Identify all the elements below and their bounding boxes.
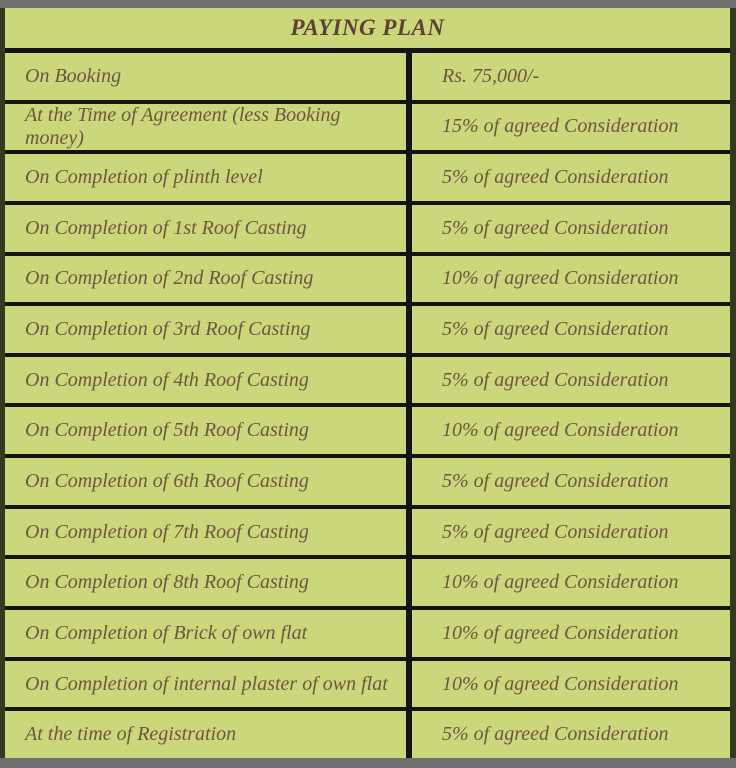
amount-value: Rs. 75,000/- [442,64,540,87]
milestone-label: On Completion of 7th Roof Casting [25,520,309,543]
milestone-label: On Completion of 5th Roof Casting [25,419,309,442]
amount-cell [412,306,730,353]
milestone-cell [5,407,412,454]
amount-cell [412,509,730,556]
milestone-label: On Completion of 3rd Roof Casting [25,318,311,341]
table-row [5,661,730,712]
milestone-label: On Completion of Brick of own flat [25,621,308,644]
table-row [5,256,730,307]
milestone-cell [5,610,412,657]
amount-cell [412,357,730,404]
table-row [5,53,730,104]
table-title-row [5,8,730,53]
table-row [5,407,730,458]
milestone-cell [5,559,412,606]
amount-cell [412,711,730,758]
amount-value: 5% of agreed Consideration [442,520,669,543]
amount-cell [412,154,730,201]
amount-value: 10% of agreed Consideration [442,571,679,594]
amount-value: 5% of agreed Consideration [442,469,669,492]
milestone-label: On Completion of 2nd Roof Casting [25,267,314,290]
amount-value: 5% of agreed Consideration [442,216,669,239]
milestone-label: On Completion of plinth level [25,166,263,189]
milestone-cell [5,256,412,303]
milestone-label: On Completion of 6th Roof Casting [25,469,309,492]
milestone-label: On Completion of 1st Roof Casting [25,216,307,239]
amount-value: 10% of agreed Consideration [442,621,679,644]
table-row [5,205,730,256]
amount-cell [412,610,730,657]
milestone-cell [5,458,412,505]
amount-value: 10% of agreed Consideration [442,672,679,695]
table-row [5,711,730,758]
table-row [5,509,730,560]
table-body [5,53,730,758]
table-row [5,154,730,205]
milestone-cell [5,154,412,201]
amount-value: 10% of agreed Consideration [442,419,679,442]
amount-cell [412,559,730,606]
milestone-label: On Completion of 8th Roof Casting [25,571,309,594]
milestone-cell [5,509,412,556]
milestone-cell [5,661,412,708]
milestone-label: On Completion of 4th Roof Casting [25,368,309,391]
milestone-cell [5,711,412,758]
table-row [5,357,730,408]
table-row [5,559,730,610]
amount-value: 15% of agreed Consideration [442,115,679,138]
paying-plan-table [0,8,736,758]
amount-cell [412,104,730,151]
milestone-label: At the time of Registration [25,723,237,746]
milestone-cell [5,357,412,404]
amount-cell [412,205,730,252]
milestone-cell [5,205,412,252]
table-row [5,306,730,357]
milestone-label: At the Time of Agreement (less Booking money) [25,103,341,149]
amount-cell [412,407,730,454]
table-row [5,458,730,509]
milestone-label: On Completion of internal plaster of own flat [25,672,388,695]
table-row [5,104,730,155]
table-row [5,610,730,661]
milestone-label: On Booking [25,64,122,87]
amount-value: 5% of agreed Consideration [442,723,669,746]
amount-cell [412,661,730,708]
amount-value: 5% of agreed Consideration [442,368,669,391]
amount-cell [412,256,730,303]
milestone-cell [5,306,412,353]
amount-cell [412,53,730,100]
page-title: PAYING PLAN [290,15,445,40]
milestone-cell [5,53,412,100]
amount-value: 5% of agreed Consideration [442,318,669,341]
amount-cell [412,458,730,505]
amount-value: 10% of agreed Consideration [442,267,679,290]
milestone-cell [5,104,412,151]
amount-value: 5% of agreed Consideration [442,166,669,189]
